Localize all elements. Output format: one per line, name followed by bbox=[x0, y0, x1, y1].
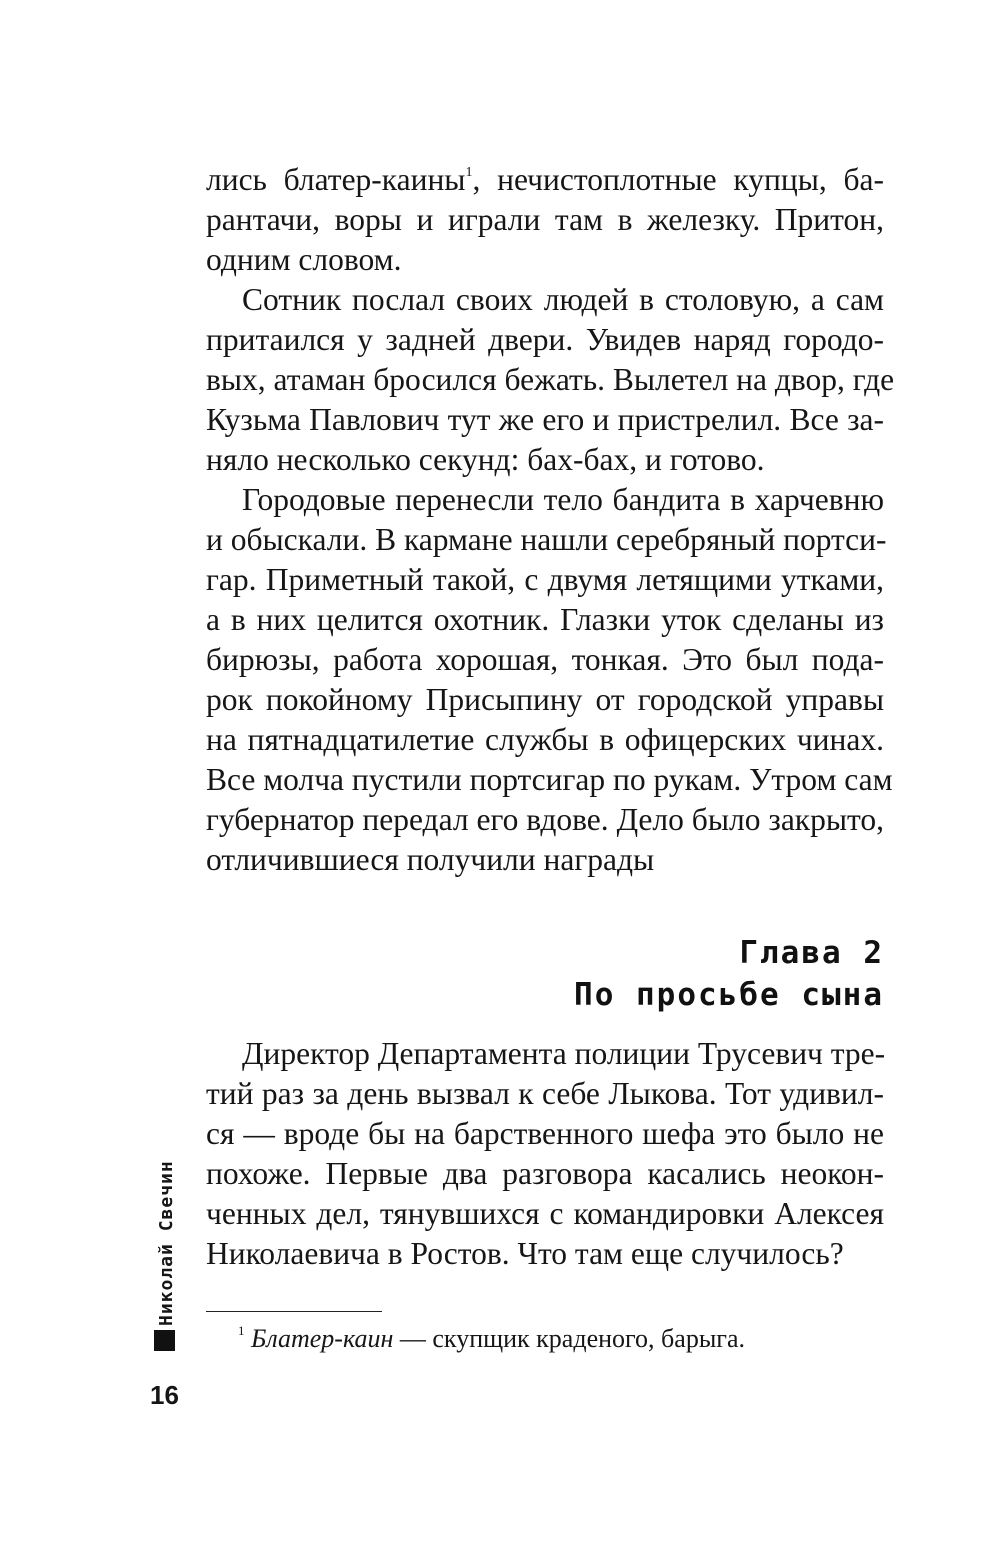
text-line: и обыскали. В кармане нашли серебряный портси- bbox=[206, 522, 887, 557]
chapter-text bbox=[206, 1034, 884, 1274]
text-line: няло несколько секунд: бах-бах, и готово. bbox=[206, 442, 765, 477]
main-text bbox=[206, 160, 895, 880]
text-line: тий раз за день вызвал к себе Лыкова. Тот удивил- bbox=[206, 1076, 884, 1111]
text-line: вых, атаман бросился бежать. Вылетел на двор, где bbox=[206, 362, 895, 397]
footnote-number: 1 bbox=[238, 1323, 245, 1338]
text-line: Кузьма Павлович тут же его и пристрелил. Все за- bbox=[206, 402, 884, 437]
running-head-author: Николай Свечин bbox=[156, 1160, 177, 1326]
footnote-marker[interactable]: 1 bbox=[465, 165, 473, 180]
page-number: 16 bbox=[150, 1380, 179, 1410]
footnote-definition: — скупщик краденого, барыга. bbox=[393, 1324, 745, 1353]
chapter-title: По просьбе сына bbox=[574, 977, 884, 1013]
footnote bbox=[238, 1322, 745, 1356]
text-line: одним словом. bbox=[206, 242, 402, 277]
text-line: бирюзы, работа хорошая, тонкая. Это был пода- bbox=[206, 642, 884, 677]
text-line: отличившиеся получили награды bbox=[206, 842, 655, 877]
chapter-heading bbox=[574, 932, 884, 1016]
footnote-divider bbox=[206, 1311, 382, 1312]
text-line: Директор Департамента полиции Трусевич тре- bbox=[242, 1036, 886, 1071]
text-line: Николаевича в Ростов. Что там еще случилось? bbox=[206, 1236, 844, 1271]
text-line: ченных дел, тянувшихся с командировки Алексея bbox=[206, 1196, 884, 1231]
text-line: гар. Приметный такой, с двумя летящими утками, bbox=[206, 562, 884, 597]
text-line: рок покойному Присыпину от городской управы bbox=[206, 682, 884, 717]
text-line: похоже. Первые два разговора касались неокон- bbox=[206, 1156, 884, 1191]
text-line: на пятнадцатилетие службы в офицерских чинах. bbox=[206, 722, 884, 757]
text-line: притаился у задней двери. Увидев наряд городо- bbox=[206, 322, 884, 357]
text-line: Все молча пустили портсигар по рукам. Утром сам bbox=[206, 762, 893, 797]
text-line: рантачи, воры и играли там в железку. Притон, bbox=[206, 202, 884, 237]
text-line: лись блатер-каины$^1$, нечистоплотные купцы, ба- bbox=[206, 162, 884, 197]
text-line: Сотник послал своих людей в столовую, а сам bbox=[242, 282, 884, 317]
text-line: Городовые перенесли тело бандита в харчевню bbox=[242, 482, 884, 517]
chapter-number: Глава 2 bbox=[739, 935, 884, 971]
text-line: губернатор передал его вдове. Дело было закрыто, bbox=[206, 802, 884, 837]
square-marker-icon bbox=[154, 1330, 175, 1351]
text-line: ся — вроде бы на барственного шефа это было не bbox=[206, 1116, 884, 1151]
footnote-term: Блатер-каин bbox=[251, 1324, 394, 1353]
text-line: а в них целится охотник. Глазки уток сделаны из bbox=[206, 602, 884, 637]
